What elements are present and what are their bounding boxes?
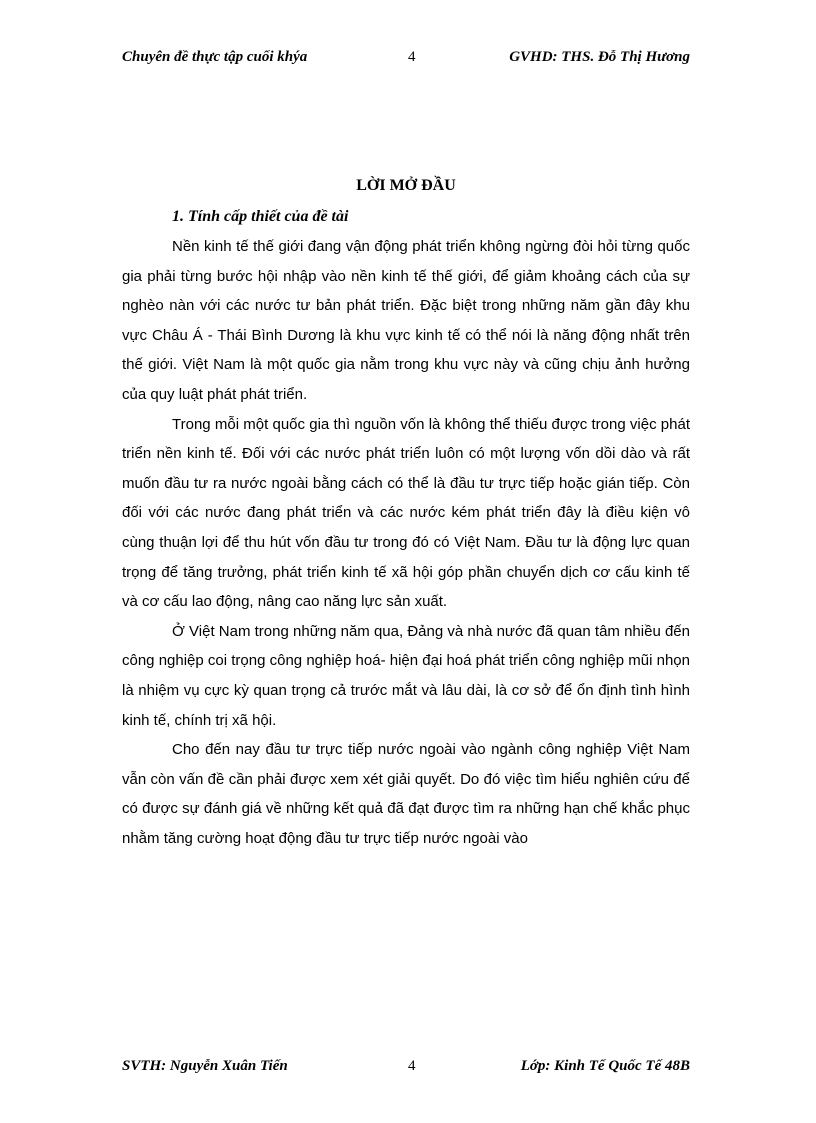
footer-student: SVTH: Nguyễn Xuân Tiến xyxy=(122,1058,288,1074)
footer-page-number: 4 xyxy=(408,1058,416,1074)
document-body xyxy=(122,232,690,853)
page-header xyxy=(122,49,690,69)
document-title: LỜI MỞ ĐẦU xyxy=(356,177,456,194)
header-page-number: 4 xyxy=(408,49,416,65)
body-paragraph: Trong mỗi một quốc gia thì nguồn vốn là không thể thiếu được trong việc phát triển nền kinh tế. Đối với các nước phát triển luôn có một lượng vốn dồi dào và rất muốn đầu tư ra nước ngoài bằng cách có thể là đầu tư trực tiếp hoặc gián tiếp. Còn đối với các nước đang phát triển và các nước kém phát triển đây là điều kiện vô cùng thuận lợi để thu hút vốn đầu tư trong đó có Việt Nam. Đầu tư là động lực quan trọng để tăng trưởng, phát triển kinh tế xã hội góp phần chuyển dịch cơ cấu kinh tế và cơ cấu lao động, nâng cao năng lực sản xuất. xyxy=(122,415,690,611)
body-paragraph: Nền kinh tế thế giới đang vận động phát triển không ngừng đòi hỏi từng quốc gia phải từng bước hội nhập vào nền kinh tế thế giới, để giảm khoảng cách của sự nghèo nàn với các nước tư bản phát triển. Đặc biệt trong những năm gần đây khu vực Châu Á - Thái Bình Dương là khu vực kinh tế có thể nói là năng động nhất trên thế giới. Việt Nam là một quốc gia nằm trong khu vực này và cũng chịu ảnh hưởng của quy luật phát phát triển. xyxy=(122,238,690,403)
page-footer xyxy=(122,1058,690,1078)
body-paragraph: Cho đến nay đầu tư trực tiếp nước ngoài vào ngành công nghiệp Việt Nam vẫn còn vấn đề cần phải được xem xét giải quyết. Do đó việc tìm hiểu nghiên cứu để có được sự đánh giá về những kết quả đã đạt được tìm ra những hạn chế khắc phục nhằm tăng cường hoạt động đầu tư trực tiếp nước ngoài vào xyxy=(122,741,690,847)
section-heading: 1. Tính cấp thiết của đề tài xyxy=(172,208,349,225)
body-paragraph: Ở Việt Nam trong những năm qua, Đảng và nhà nước đã quan tâm nhiều đến công nghiệp coi trọng công nghiệp hoá- hiện đại hoá phát triển công nghiệp mũi nhọn là nhiệm vụ cực kỳ quan trọng cả trước mắt và lâu dài, là cơ sở để ổn định tình hình kinh tế, chính trị xã hội. xyxy=(122,622,690,729)
header-supervisor: GVHD: THS. Đỗ Thị Hương xyxy=(509,49,690,65)
header-course-title: Chuyên đề thực tập cuối khýa xyxy=(122,49,308,65)
footer-class: Lớp: Kinh Tế Quốc Tế 48B xyxy=(520,1058,690,1074)
